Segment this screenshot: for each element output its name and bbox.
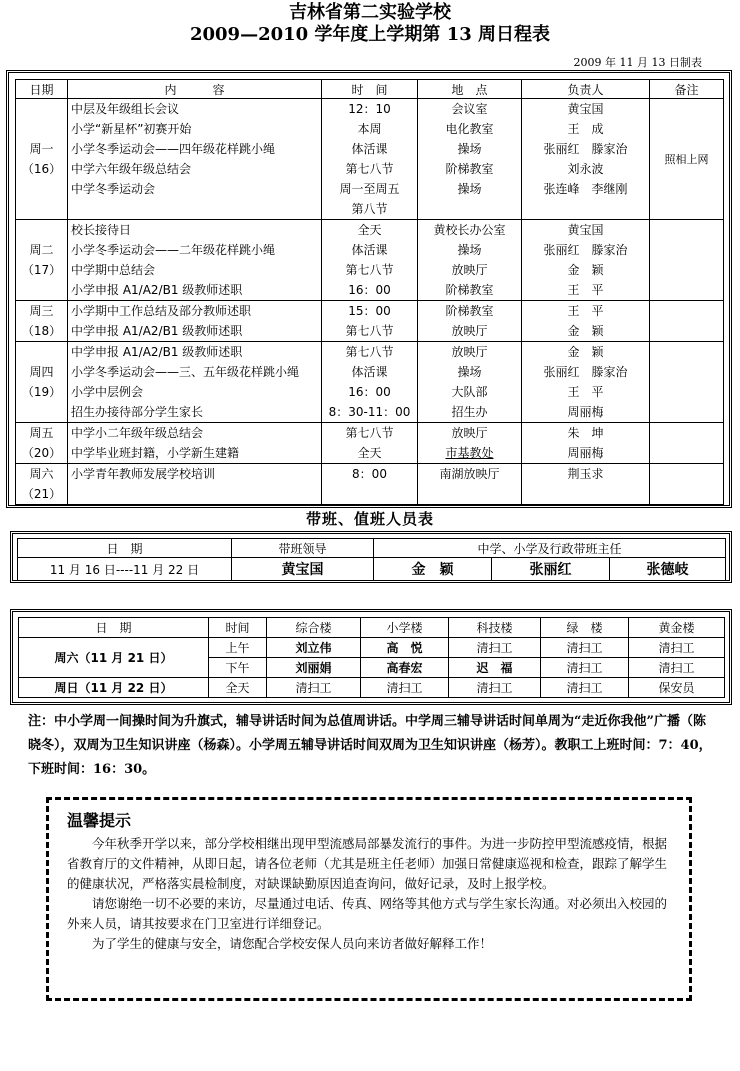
header-time: 时 间 [322,80,418,99]
tip-body [67,834,679,954]
roster-cell: 清扫工 [541,678,629,698]
day-name: 周二 [29,243,54,257]
tip-paragraph: 请您谢绝一切不必要的来访，尽量通过电话、传真、网络等其他方式与学生家长沟通。对必须出入校园的外来人员，请其按要求在门卫室进行详细登记。 [67,896,668,931]
event-content: 小学冬季运动会——四年级花样跳小绳 [71,142,276,156]
event-place: 阶梯教室 [445,304,494,318]
event-person: 张丽红 滕家治 [543,243,628,257]
event-time: 全天 [357,223,382,237]
event-person [522,484,649,504]
event-time-cell [322,423,418,464]
event-place-cell [418,423,522,464]
event-person-cell [522,423,650,464]
event-content: 中层及年级组长会议 [71,102,180,116]
header-date: 日期 [16,80,68,99]
roster-time: 上午 [209,638,267,658]
duty-leaders-row [18,558,726,581]
tip-title: 温馨提示 [67,811,132,830]
day-name: 周五 [29,426,54,440]
schedule-day-row [16,99,724,220]
event-person: 王 平 [567,283,604,297]
header-building: 科技楼 [449,618,541,638]
day-cell [16,301,68,342]
event-time: 体活课 [351,365,388,379]
event-time-cell [322,464,418,505]
event-person-cell [522,99,650,220]
event-content: 小学申报 A1/A2/B1 级教师述职 [71,283,243,297]
event-person: 周丽梅 [567,405,604,419]
event-person: 王 平 [567,385,604,399]
header-date: 日 期 [19,618,209,638]
event-time-cell [322,99,418,220]
day-cell [16,464,68,505]
remark-cell [650,423,724,464]
event-person-cell [522,301,650,342]
remark-cell [650,342,724,423]
event-person: 张连峰 李继刚 [543,182,628,196]
event-place: 放映厅 [451,426,488,440]
tip-paragraph: 今年秋季开学以来，部分学校相继出现甲型流感局部暴发流行的事件。为进一步防控甲型流感疫情，根据省教育厅的文件精神，从即日起，请各位老师（尤其是班主任老师）加强日常健康巡视和检查，跟踪了解学生的健康状况，严格落实晨检制度，对缺课缺勤原因追查询问，做好记录，及时上报学校。 [67,836,668,891]
header-leader: 带班领导 [232,539,374,558]
header-building: 综合楼 [267,618,361,638]
roster-cell: 清扫工 [361,678,449,698]
event-content [68,199,321,219]
event-content: 小学青年教师发展学校培训 [71,467,216,481]
day-date: （21） [21,487,62,501]
duty-roster-header [19,618,725,638]
event-content-cell [68,99,322,220]
roster-cell: 清扫工 [541,658,629,678]
day-name: 周一 [29,142,54,156]
event-place: 放映厅 [451,263,488,277]
tip-paragraph: 为了学生的健康与安全，请您配合学校安保人员向来访者做好解释工作！ [92,936,493,951]
roster-cell: 清扫工 [541,638,629,658]
event-person: 张丽红 滕家治 [543,365,628,379]
event-person-cell [522,464,650,505]
header-time: 时间 [209,618,267,638]
event-place-cell [418,220,522,301]
roster-time: 下午 [209,658,267,678]
event-person: 金 颖 [567,324,604,338]
event-person: 张丽红 滕家治 [543,142,628,156]
roster-time: 全天 [209,678,267,698]
event-content: 中学申报 A1/A2/B1 级教师述职 [71,345,243,359]
duty-leader: 黄宝国 [232,558,374,581]
event-time: 15：00 [348,304,391,318]
event-content: 中学冬季运动会 [71,182,156,196]
roster-cell: 清扫工 [449,678,541,698]
event-place: 阶梯教室 [445,162,494,176]
schedule-day-row [16,220,724,301]
event-place: 电化教室 [445,122,494,136]
event-time-cell [322,342,418,423]
duty-director: 张丽红 [492,558,610,581]
event-content: 中学小二年级年级总结会 [71,426,204,440]
event-content: 中学期中总结会 [71,263,156,277]
day-cell [16,423,68,464]
event-time: 第八节 [351,202,388,216]
roster-cell: 刘丽娟 [267,658,361,678]
event-person-cell [522,342,650,423]
schedule-header-row [16,80,724,99]
event-time-cell [322,301,418,342]
event-content: 校长接待日 [71,223,132,237]
duty-roster-table [18,617,725,698]
event-place: 招生办 [451,405,488,419]
duty-director: 张德岐 [610,558,726,581]
header-person: 负责人 [522,80,650,99]
event-place: 操场 [457,142,482,156]
event-time-cell [322,220,418,301]
event-time: 16：00 [348,385,391,399]
event-place-cell [418,342,522,423]
event-content: 中学六年级年级总结会 [71,162,192,176]
duty-roster-row [19,638,725,658]
event-person: 黄宝国 [567,102,604,116]
event-time: 第七八节 [345,324,394,338]
schedule-day-row [16,301,724,342]
roster-cell: 清扫工 [449,638,541,658]
day-cell [16,220,68,301]
event-place [418,199,521,219]
event-place: 操场 [457,243,482,257]
day-name: 周四 [29,365,54,379]
event-time: 8：30-11：00 [328,405,411,419]
day-cell [16,99,68,220]
event-content: 小学冬季运动会——三、五年级花样跳小绳 [71,365,300,379]
event-time: 第七八节 [345,345,394,359]
roster-date: 周六（11 月 21 日） [19,638,209,678]
event-person: 黄宝国 [567,223,604,237]
weekly-schedule [6,70,732,508]
event-time: 第七八节 [345,263,394,277]
event-content: 中学毕业班封籍，小学新生建籍 [71,446,240,460]
warm-tip-box [46,797,692,1001]
event-time: 12：10 [348,102,391,116]
event-content-cell [68,220,322,301]
roster-cell: 清扫工 [267,678,361,698]
duty-leaders-box [10,531,732,583]
event-person-cell [522,220,650,301]
remark-cell [650,99,724,220]
header-building: 黄金楼 [629,618,725,638]
event-place: 市基教处 [445,446,494,460]
event-person [522,199,649,219]
event-person: 金 颖 [567,263,604,277]
header-remark: 备注 [650,80,724,99]
roster-cell: 迟 福 [449,658,541,678]
day-date: （17） [21,263,62,277]
roster-cell: 刘立伟 [267,638,361,658]
roster-cell: 保安员 [629,678,725,698]
event-time: 体活课 [351,142,388,156]
day-name: 周三 [29,304,54,318]
event-content: 小学期中工作总结及部分教师述职 [71,304,252,318]
schedule-table [15,79,724,505]
header-place: 地 点 [418,80,522,99]
event-place: 操场 [457,365,482,379]
day-date: （18） [21,324,62,338]
event-content: 小学中层例会 [71,385,144,399]
duty-roster-row [19,678,725,698]
event-person: 王 成 [567,122,604,136]
event-place-cell [418,99,522,220]
schedule-title: 2009—2010 学年度上学期第 13 周日程表 [189,24,551,45]
event-person: 朱 坤 [567,426,604,440]
day-date: （20） [21,446,62,460]
event-place [418,484,521,504]
made-date: 2009 年 11 月 13 日制表 [573,56,702,69]
event-place: 阶梯教室 [445,283,494,297]
duty-leaders-table [17,538,726,581]
schedule-day-row [16,342,724,423]
event-place: 大队部 [451,385,488,399]
day-name: 周六 [29,467,54,481]
roster-cell: 高春宏 [361,658,449,678]
event-time: 16：00 [348,283,391,297]
event-person: 周丽梅 [567,446,604,460]
roster-cell: 清扫工 [629,658,725,678]
event-time: 第七八节 [345,162,394,176]
header-content: 内 容 [68,80,322,99]
event-time: 全天 [357,446,382,460]
event-person: 王 平 [567,304,604,318]
event-content: 小学“新星杯”初赛开始 [71,122,192,136]
event-content: 中学申报 A1/A2/B1 级教师述职 [71,324,243,338]
event-person: 荆玉求 [567,467,604,481]
header-date: 日 期 [18,539,232,558]
remark-cell [650,464,724,505]
event-place: 操场 [457,182,482,196]
roster-cell: 高 悦 [361,638,449,658]
remark-cell [650,220,724,301]
roster-date: 周日（11 月 22 日） [19,678,209,698]
event-content: 小学冬季运动会——二年级花样跳小绳 [71,243,276,257]
event-content-cell [68,423,322,464]
day-cell [16,342,68,423]
event-time: 8：00 [352,467,387,481]
event-content-cell [68,464,322,505]
header-directors: 中学、小学及行政带班主任 [374,539,726,558]
duty-roster-box [10,609,732,705]
event-place: 黄校长办公室 [433,223,506,237]
day-date: （19） [21,385,62,399]
duty-leaders-header [18,539,726,558]
event-place: 会议室 [451,102,488,116]
duty-director: 金 颖 [374,558,492,581]
event-remark: 照相上网 [664,153,709,166]
event-place-cell [418,301,522,342]
event-content-cell [68,342,322,423]
event-place: 南湖放映厅 [439,467,500,481]
roster-cell: 清扫工 [629,638,725,658]
event-time: 本周 [357,122,382,136]
schedule-day-row [16,464,724,505]
event-person: 金 颖 [567,345,604,359]
event-time: 第七八节 [345,426,394,440]
event-content-cell [68,301,322,342]
school-title: 吉林省第二实验学校 [289,2,451,23]
header-building: 小学楼 [361,618,449,638]
event-place: 放映厅 [451,345,488,359]
event-content [68,484,321,504]
day-date: （16） [21,162,62,176]
event-time: 周一至周五 [339,182,400,196]
event-person: 刘永波 [567,162,604,176]
event-place: 放映厅 [451,324,488,338]
event-time [322,484,417,504]
event-time: 体活课 [351,243,388,257]
event-content: 招生办接待部分学生家长 [71,405,204,419]
duty-section-title: 带班、值班人员表 [305,510,434,528]
schedule-day-row [16,423,724,464]
schedule-note: 注：中小学周一间操时间为升旗式，辅导讲话时间为总值周讲话。中学周三辅导讲话时间单周为“走近你我他”广播（陈晓冬），双周为卫生知识讲座（杨森）。小学周五辅导讲话时间双周为卫生知识讲座（杨芳）。教职工上班时间：7：40，下班时间：16：30。 [28,714,712,777]
duty-date: 11 月 16 日----11 月 22 日 [18,558,232,581]
header-building: 绿 楼 [541,618,629,638]
remark-cell [650,301,724,342]
event-place-cell [418,464,522,505]
